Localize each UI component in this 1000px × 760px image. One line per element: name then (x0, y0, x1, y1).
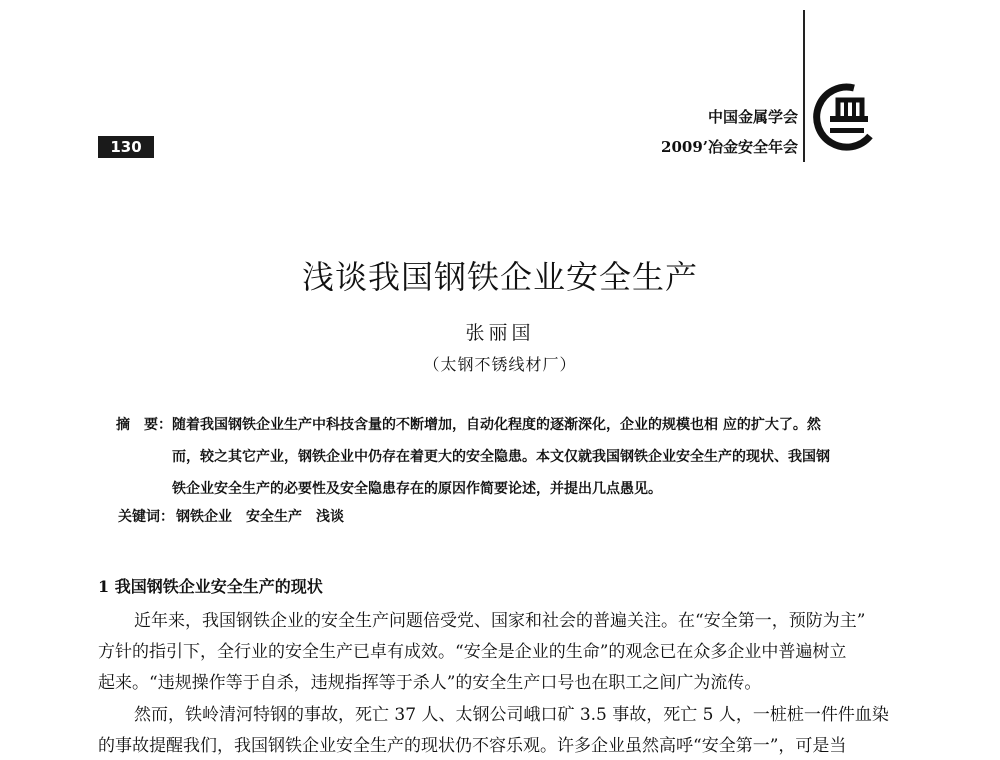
page-number: 130 (98, 136, 154, 158)
section-heading: 1 我国钢铁企业安全生产的现状 (98, 577, 323, 596)
keywords-label: 关键词： (118, 509, 174, 525)
abstract-line: 随着我国钢铁企业生产中科技含量的不断增加，自动化程度的逐渐深化，企业的规模也相 应的扩大了。然 (172, 417, 821, 433)
body-line: 起来。“违规操作等于自杀，违规指挥等于杀人”的安全生产口号也在职工之间广为流传。 (98, 673, 762, 693)
body-line: 方针的指引下，全行业的安全生产已卓有成效。“安全是企业的生命”的观念已在众多企业中普遍树立 (98, 642, 847, 662)
body-line: 然而，铁岭清河特钢的事故，死亡 37 人、太钢公司峨口矿 3.5 事故，死亡 5 人，一桩桩一件件血染 (134, 705, 889, 725)
conference-name: 2009’冶金安全年会 (661, 138, 798, 156)
author-name: 张丽国 (465, 322, 535, 344)
paper-title: 浅谈我国钢铁企业安全生产 (301, 258, 698, 296)
keywords-text: 钢铁企业 安全生产 浅谈 (176, 509, 344, 525)
abstract-line: 而，较之其它产业，钢铁企业中仍存在着更大的安全隐患。本文仅就我国钢铁企业安全生产的现状、我国钢 (172, 449, 830, 465)
author-affiliation: （太钢不锈线材厂） (423, 355, 577, 374)
conference-organizer: 中国金属学会 (707, 108, 798, 126)
abstract-line: 铁企业安全生产的必要性及安全隐患存在的原因作简要论述，并提出几点愚见。 (172, 481, 662, 497)
society-logo-icon (810, 80, 878, 152)
header-divider (803, 10, 805, 162)
abstract-label: 摘 要： (116, 417, 172, 433)
body-line: 近年来，我国钢铁企业的安全生产问题倍受党、国家和社会的普遍关注。在“安全第一，预防为主” (134, 611, 866, 631)
body-line: 的事故提醒我们，我国钢铁企业安全生产的现状仍不容乐观。许多企业虽然高呼“安全第一”，可是当 (98, 736, 847, 756)
